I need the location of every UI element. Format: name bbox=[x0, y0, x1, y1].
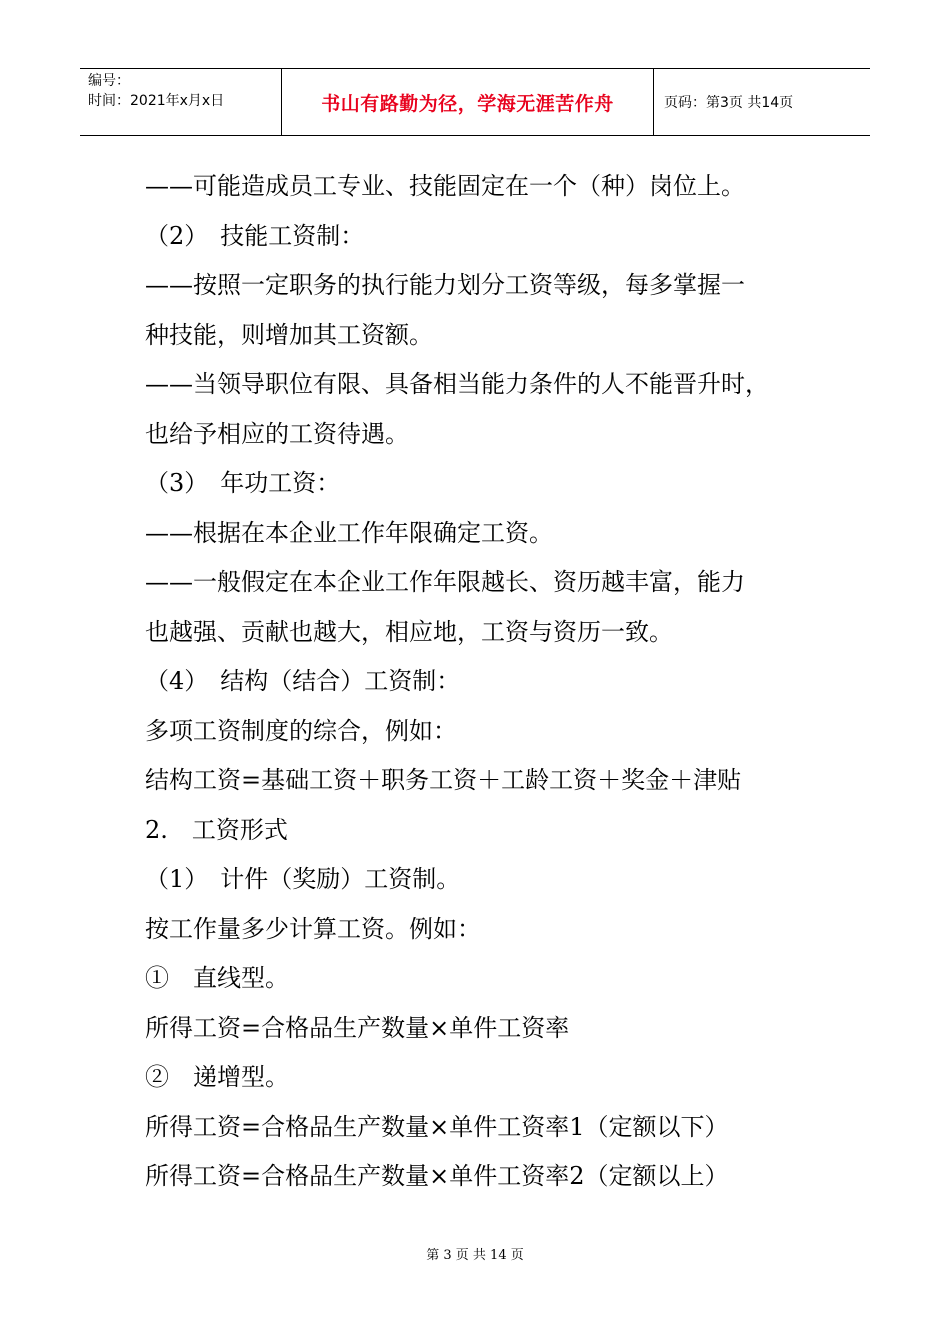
body-line: 多项工资制度的综合，例如： bbox=[145, 716, 457, 745]
document-time-label: 时间：2021年x月x日 bbox=[88, 93, 225, 109]
body-line: 种技能，则增加其工资额。 bbox=[145, 320, 433, 349]
body-line: ——可能造成员工专业、技能固定在一个（种）岗位上。 bbox=[145, 172, 745, 200]
body-line: 所得工资=合格品生产数量×单件工资率1（定额以下） bbox=[145, 1112, 729, 1141]
body-line: ——一般假定在本企业工作年限越长、资历越丰富，能力 bbox=[145, 568, 745, 596]
footer-page-number: 第 3 页 共 14 页 bbox=[426, 1248, 524, 1263]
body-line: 2. 工资形式 bbox=[145, 815, 288, 844]
body-line: ——根据在本企业工作年限确定工资。 bbox=[145, 518, 553, 547]
document-number-label: 编号： bbox=[88, 73, 130, 89]
body-line: 也越强、贡献也越大，相应地，工资与资历一致。 bbox=[145, 617, 673, 646]
body-line: ① 直线型。 bbox=[145, 964, 289, 992]
body-line: ——当领导职位有限、具备相当能力条件的人不能晋升时， bbox=[145, 370, 769, 398]
body-line: 也给予相应的工资待遇。 bbox=[145, 419, 409, 448]
document-body bbox=[145, 162, 815, 1202]
page-footer bbox=[0, 1244, 950, 1263]
body-line: 所得工资=合格品生产数量×单件工资率 bbox=[145, 1013, 570, 1042]
body-line: （1） 计件（奖励）工资制。 bbox=[145, 865, 461, 893]
header-motto: 书山有路勤为径，学海无涯苦作舟 bbox=[321, 92, 614, 115]
header-motto-cell bbox=[282, 69, 654, 135]
body-line: ② 递增型。 bbox=[145, 1063, 289, 1091]
body-line: 按工作量多少计算工资。例如： bbox=[145, 914, 481, 943]
body-line: （3） 年功工资： bbox=[145, 469, 341, 497]
header-meta-cell bbox=[80, 69, 282, 135]
document-header bbox=[80, 68, 870, 136]
header-page-cell bbox=[654, 69, 870, 135]
body-line: （2） 技能工资制： bbox=[145, 221, 365, 250]
header-page-info: 页码：第3页 共14页 bbox=[664, 95, 794, 111]
body-line: 所得工资=合格品生产数量×单件工资率2（定额以上） bbox=[145, 1162, 729, 1190]
body-line: ——按照一定职务的执行能力划分工资等级，每多掌握一 bbox=[145, 271, 745, 299]
body-line: 结构工资=基础工资＋职务工资＋工龄工资＋奖金＋津贴 bbox=[145, 766, 742, 794]
body-line: （4） 结构（结合）工资制： bbox=[145, 667, 461, 695]
